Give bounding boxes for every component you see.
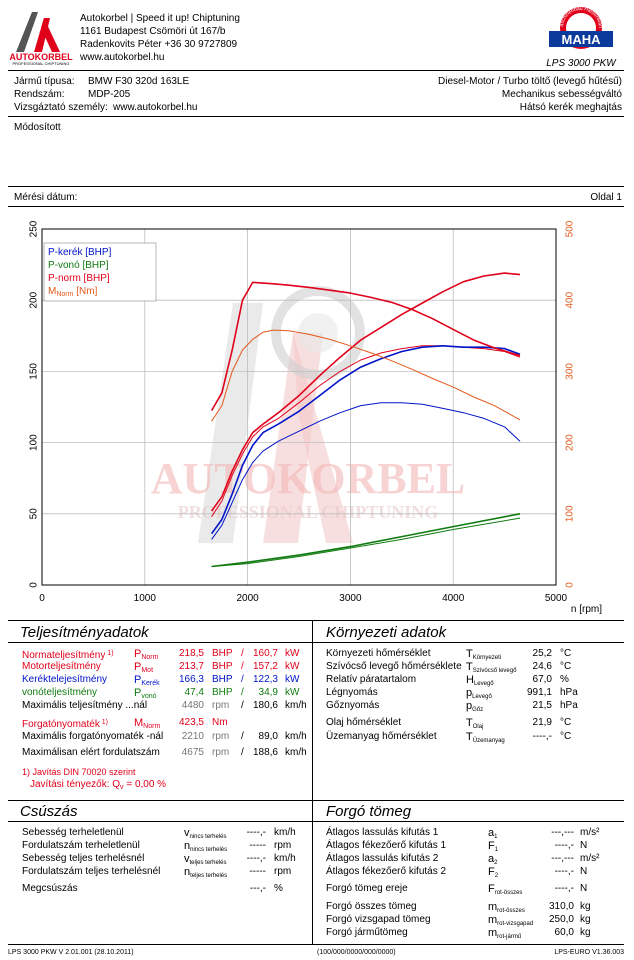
divider-section-top (8, 642, 624, 643)
rotating-mass-symbol: $a_1$ (488, 827, 498, 840)
performance-unit-1: BHP (212, 687, 233, 698)
rotating-mass-unit: m/s² (580, 853, 600, 864)
footnote-din: 1) Javítás DIN 70020 szerint (22, 767, 136, 777)
rotating-mass-label: Forgó járműtömeg (326, 927, 408, 938)
environment-symbol: $H_{Levegő}$ (466, 674, 494, 687)
performance-label: Maximálisan elért fordulatszám (22, 747, 160, 758)
rotating-mass-unit: N (580, 883, 588, 894)
footnote-correction-sub: v (120, 784, 124, 791)
performance-value-2: 157,2 (252, 661, 278, 672)
performance-unit-1: rpm (212, 700, 230, 711)
performance-unit-1: BHP (212, 661, 233, 672)
performance-unit-2: kW (285, 648, 300, 659)
environment-label: Légnyomás (326, 687, 378, 698)
legend-entry: P-vonó [BHP] (48, 260, 109, 271)
slip-symbol: $v_{nincs terhelés}$ (184, 827, 227, 840)
slip-label: Fordulatszám teljes terhelésnél (22, 866, 161, 877)
performance-symbol: $P_{Mot}$ (134, 661, 154, 674)
environment-unit: % (560, 674, 569, 685)
slip-value: ----- (249, 840, 266, 851)
performance-label: Normateljesítmény $^{1)}$ (22, 650, 114, 661)
watermark-text: AUTOKORBEL (150, 454, 466, 503)
slip-value: ----,- (246, 853, 266, 864)
environment-symbol: $T_{Üzemanyag}$ (466, 731, 505, 744)
footnote-correction-a: Javítási tényezők: Q (30, 779, 121, 790)
performance-unit-2: kW (285, 661, 300, 672)
performance-value-2: 160,7 (252, 648, 278, 659)
x-tick-label: 4000 (442, 593, 465, 604)
environment-label: Üzemanyag hőmérséklet (326, 731, 437, 742)
environment-symbol: $T_{Környezeti}$ (466, 648, 502, 661)
performance-unit-1: rpm (212, 731, 230, 742)
rotating-mass-unit: N (580, 840, 588, 851)
rotating-mass-value: ---,--- (551, 853, 574, 864)
performance-value-2: 34,9 (258, 687, 278, 698)
y-left-tick-label: 100 (28, 434, 40, 451)
slip-label: Megcsúszás (22, 883, 78, 894)
performance-separator: / (241, 747, 244, 758)
plate-label: Rendszám: (14, 89, 65, 100)
divider-middle (8, 800, 624, 801)
model-label: LPS 3000 PKW (546, 58, 616, 69)
rotating-mass-value: 310,0 (548, 901, 574, 912)
rotating-mass-symbol: $m_{rot-vizsgapad}$ (488, 914, 534, 927)
environment-unit: °C (560, 717, 572, 728)
x-tick-label: 1000 (133, 593, 156, 604)
environment-label: Szívócső levegő hőmérséklete (326, 661, 462, 672)
footer-euro-version: LPS-EURO V1.36.003 (554, 949, 624, 956)
performance-value-1: 4480 (181, 700, 204, 711)
environment-value: 67,0 (532, 674, 552, 685)
chart-legend (44, 243, 156, 301)
rotating-mass-symbol: $m_{rot-jármű}$ (488, 927, 522, 940)
performance-value-2: 180,6 (252, 700, 278, 711)
performance-label: Keréktelejesítmény (22, 674, 108, 685)
performance-separator: / (241, 648, 244, 659)
performance-value-2: 188,6 (252, 747, 278, 758)
environment-symbol: $T_{Szívócső levegő}$ (466, 661, 517, 674)
rotating-mass-label: Átlagos fékezőerő kifutás 1 (326, 840, 447, 851)
performance-value-2: 122,3 (252, 674, 278, 685)
drive-type: Hátsó kerék meghajtás (519, 102, 622, 113)
environment-label: Gőznyomás (326, 700, 380, 711)
x-tick-label: 5000 (544, 593, 568, 604)
divider-section-bottom (8, 821, 624, 822)
rotating-mass-unit: kg (580, 914, 591, 925)
environment-unit: °C (560, 648, 572, 659)
performance-unit-2: kW (285, 674, 300, 685)
environment-label: Relatív páratartalom (326, 674, 417, 685)
performance-symbol: $P_{vonó}$ (134, 687, 157, 700)
y-left-tick-label: 200 (28, 291, 40, 309)
rotating-mass-unit: N (580, 866, 588, 877)
legend-entry: P-norm [BHP] (48, 273, 110, 284)
divider-vertical-top (312, 620, 313, 800)
performance-symbol: $P_{Norm}$ (134, 648, 159, 661)
performance-unit-1: BHP (212, 674, 233, 685)
performance-unit-2: km/h (285, 731, 307, 742)
rotating-mass-unit: m/s² (580, 827, 600, 838)
y-right-tick-label: 400 (564, 291, 576, 309)
rotating-mass-value: 60,0 (554, 927, 574, 938)
performance-unit-1: rpm (212, 747, 230, 758)
gearbox-type: Mechanikus sebességváltó (501, 89, 622, 100)
environment-symbol: $T_{Olaj}$ (466, 717, 484, 730)
performance-value-2: 89,0 (258, 731, 278, 742)
rotating-mass-unit: kg (580, 927, 591, 938)
x-axis-label: n [rpm] (570, 604, 602, 615)
company-address: 1161 Budapest Csömöri út 167/b (80, 26, 226, 37)
performance-unit-2: km/h (285, 747, 307, 758)
slip-value: ----,- (246, 827, 266, 838)
rotating-mass-symbol: $F_1$ (488, 840, 499, 853)
environment-value: 25,2 (532, 648, 552, 659)
performance-label: Forgatónyomaték $^{1)}$ (22, 719, 108, 730)
performance-label: Maximális forgatónyomaték -nál (22, 731, 164, 742)
y-left-tick-label: 250 (28, 220, 40, 238)
environment-value: 991,1 (526, 687, 552, 698)
slip-unit: km/h (274, 827, 296, 838)
logo-subtext: PROFESSIONAL CHIPTUNING (12, 61, 70, 66)
chart-watermark (151, 291, 466, 543)
x-tick-label: 2000 (236, 593, 259, 604)
logo-text: AUTOKORBEL (9, 52, 73, 62)
performance-value-1: 2210 (181, 731, 204, 742)
environment-value: 21,9 (532, 717, 552, 728)
rotating-mass-value: ----,- (554, 883, 574, 894)
y-right-tick-label: 100 (564, 505, 576, 523)
rotating-mass-label: Átlagos fékezőerő kifutás 2 (326, 866, 447, 877)
rotating-mass-value: ----,- (554, 840, 574, 851)
environment-symbol: $p_{Gőz}$ (466, 700, 484, 713)
dyno-chart (8, 213, 624, 617)
autokorbel-logo (8, 8, 74, 66)
vehicle-type-label: Jármű típusa: (14, 76, 75, 87)
performance-value-1: 166,3 (178, 674, 204, 685)
performance-unit-2: km/h (285, 700, 307, 711)
series-line (212, 518, 520, 566)
performance-unit-2: kW (285, 687, 300, 698)
performance-title: Teljesítményadatok (20, 624, 149, 641)
performance-value-1: 47,4 (184, 687, 204, 698)
maha-seal-text: aschinenbau Haldenwan (559, 5, 604, 29)
performance-value-1: 4675 (181, 747, 204, 758)
footnote-correction-b: = 0,00 % (123, 779, 167, 790)
environment-unit: hPa (560, 687, 578, 698)
environment-symbol: $p_{Levegő}$ (466, 687, 492, 700)
rotating-mass-unit: kg (580, 901, 591, 912)
divider-vehicle (8, 116, 624, 117)
slip-value: ----- (249, 866, 266, 877)
environment-value: 21,5 (532, 700, 552, 711)
slip-value: ---,- (249, 883, 266, 894)
rotating-mass-label: Forgó összes tömeg (326, 901, 417, 912)
slip-label: Sebesség terheletlenül (22, 827, 124, 838)
slip-unit: % (274, 883, 283, 894)
y-left-tick-label: 50 (28, 508, 40, 520)
performance-unit-1: BHP (212, 648, 233, 659)
environment-unit: hPa (560, 700, 578, 711)
footer-code: (100/000/0000/000/0000) (317, 949, 396, 956)
environment-unit: °C (560, 661, 572, 672)
performance-label: Maximális teljesítmény ...nál (22, 700, 148, 711)
maha-logo-icon (545, 4, 617, 64)
y-right-tick-label: 200 (564, 434, 576, 451)
slip-unit: km/h (274, 853, 296, 864)
y-left-tick-label: 150 (28, 363, 40, 380)
performance-separator: / (241, 700, 244, 711)
slip-label: Fordulatszám terheletlenül (22, 840, 140, 851)
environment-title: Környezeti adatok (326, 624, 447, 641)
performance-symbol: $M_{Norm}$ (134, 717, 161, 730)
footer-version: LPS 3000 PKW V 2.01.001 (28.10.2011) (8, 949, 134, 956)
rotating-mass-label: Forgó vizsgapad tömeg (326, 914, 431, 925)
environment-value: ----,- (532, 731, 552, 742)
performance-separator: / (241, 687, 244, 698)
environment-value: 24,6 (532, 661, 552, 672)
rotating-mass-value: ---,--- (551, 827, 574, 838)
slip-symbol: $n_{teljes terhelés}$ (184, 866, 228, 879)
divider-date (8, 206, 624, 207)
environment-unit: °C (560, 731, 572, 742)
slip-label: Sebesség teljes terhelésnél (22, 853, 145, 864)
maha-text: MAHA (561, 32, 601, 47)
rotating-mass-symbol: $F_{rot-összes}$ (488, 883, 523, 896)
legend-entry: $M_{Norm}$ [Nm] (48, 286, 98, 298)
performance-label: vonóteljesítmény (22, 687, 98, 698)
rotating-mass-symbol: $F_2$ (488, 866, 499, 879)
y-left-tick-label: 0 (28, 582, 40, 588)
divider-header (8, 70, 624, 71)
performance-separator: / (241, 674, 244, 685)
company-line: Autokorbel | Speed it up! Chiptuning (80, 13, 240, 24)
tester-value: www.autokorbel.hu (113, 102, 198, 113)
x-tick-label: 3000 (339, 593, 362, 604)
rotating-mass-value: ----,- (554, 866, 574, 877)
y-right-tick-label: 300 (564, 363, 576, 380)
slip-unit: rpm (274, 840, 292, 851)
rotating-mass-title: Forgó tömeg (326, 803, 412, 820)
performance-symbol: $P_{Kerék}$ (134, 674, 160, 687)
slip-unit: rpm (274, 866, 292, 877)
footnote-correction (30, 779, 166, 794)
y-right-tick-label: 500 (564, 220, 576, 238)
environment-label: Olaj hőmérséklet (326, 717, 402, 728)
plate-value: MDP-205 (88, 89, 131, 100)
performance-value-1: 213,7 (178, 661, 204, 672)
performance-separator: / (241, 661, 244, 672)
performance-value-1: 423,5 (178, 717, 204, 728)
divider-footer (8, 944, 624, 945)
company-contact: Radenkovits Péter +36 30 9727809 (80, 39, 238, 50)
rotating-mass-label: Forgó tömeg ereje (326, 883, 408, 894)
divider-modified (8, 186, 624, 187)
slip-symbol: $v_{teljes terhelés}$ (184, 853, 227, 866)
engine-type: Diesel-Motor / Turbo töltő (levegő hűtésű) (438, 76, 622, 87)
performance-unit-1: Nm (212, 717, 228, 728)
company-website[interactable]: www.autokorbel.hu (80, 52, 165, 63)
performance-label: Motorteljesítmény (22, 661, 101, 672)
slip-title: Csúszás (20, 803, 78, 820)
vehicle-type-value: BMW F30 320d 163LE (88, 76, 190, 87)
environment-label: Környezeti hőmérséklet (326, 648, 431, 659)
watermark-subtext: PROFESSIONAL CHIPTUNING (177, 502, 439, 522)
rotating-mass-label: Átlagos lassulás kifutás 1 (326, 827, 439, 838)
dyno-chart-svg (8, 213, 624, 617)
legend-entry: P-kerék [BHP] (48, 247, 112, 258)
tester-label: Vizsgáztató személy: (14, 102, 108, 113)
divider-chart (8, 620, 624, 621)
page-number: Oldal 1 (590, 192, 622, 203)
rotating-mass-label: Átlagos lassulás kifutás 2 (326, 853, 439, 864)
performance-separator: / (241, 731, 244, 742)
autokorbel-logo-icon (8, 8, 74, 66)
x-tick-label: 0 (39, 593, 45, 604)
slip-symbol: $n_{nincs terhelés}$ (184, 840, 228, 853)
rotating-mass-value: 250,0 (548, 914, 574, 925)
maha-logo (545, 4, 617, 64)
performance-value-1: 218,5 (178, 648, 204, 659)
measure-date-label: Mérési dátum: (14, 192, 78, 203)
rotating-mass-symbol: $a_2$ (488, 853, 498, 866)
y-right-tick-label: 0 (564, 582, 576, 588)
rotating-mass-symbol: $m_{rot-összes}$ (488, 901, 525, 914)
modified-label: Módosított (14, 122, 61, 133)
